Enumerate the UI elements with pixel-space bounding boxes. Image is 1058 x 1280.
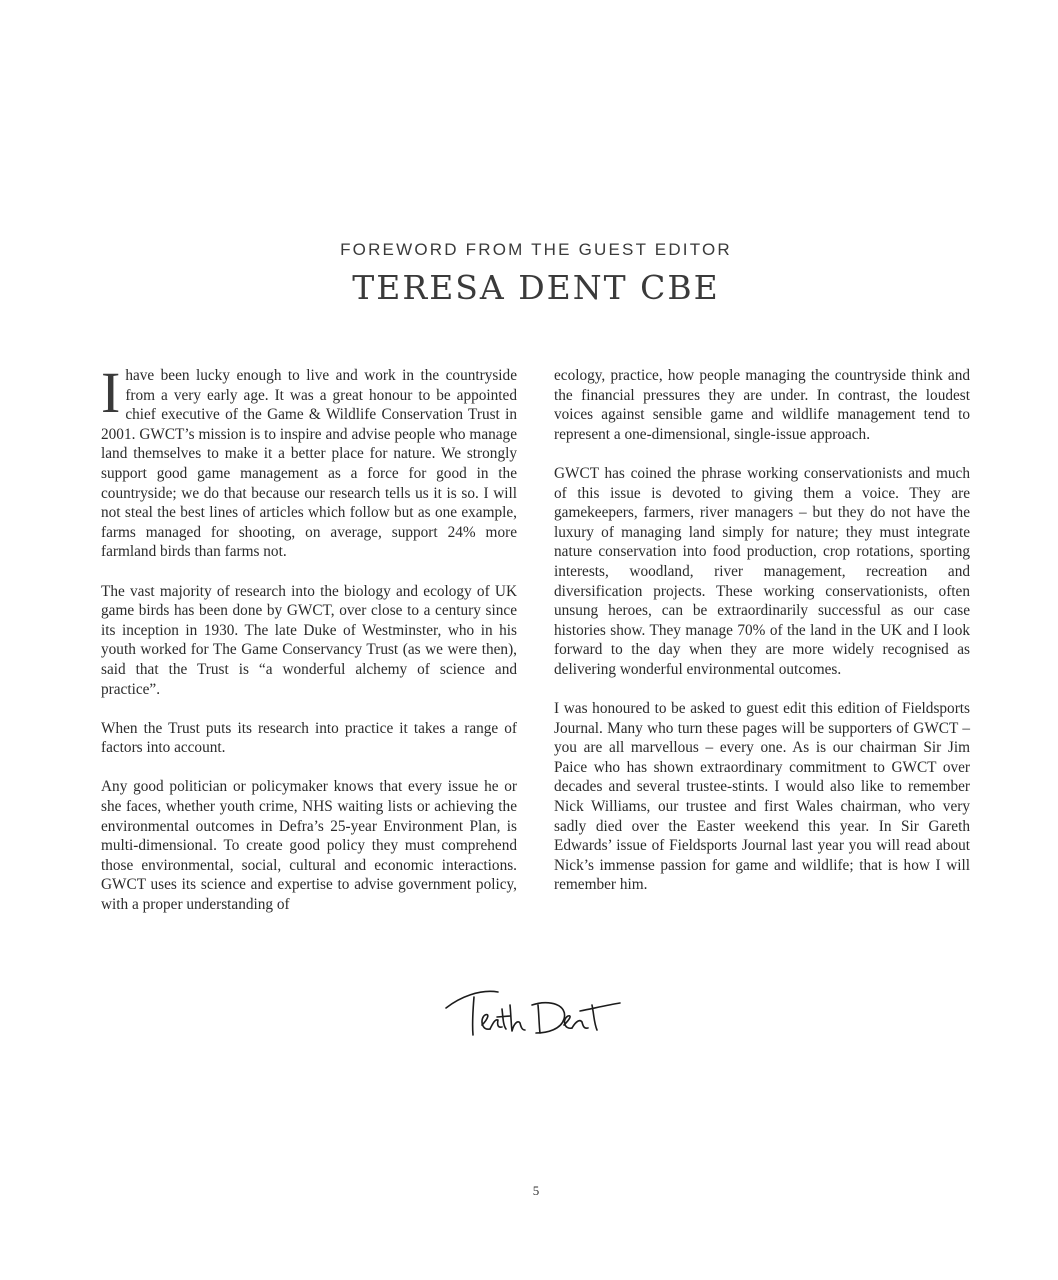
paragraph: I was honoured to be asked to guest edit this edition of Fieldsports Journal. Many who turn these pages will be supporters of GWCT – you are all marvellous – every one. As is our chairman Sir Jim Paice who has shown extraordinary commitment to GWCT over decades and several trustee-stints. I would also like to remember Nick Williams, our trustee and first Wales chairman, who very sadly died over the Easter weekend this year. In Sir Gareth Edwards’ issue of Fieldsports Journal last year you will read about Nick’s immense passion for game and wildlife; that is how I will remember him. xyxy=(554,700,970,894)
paragraph xyxy=(101,360,517,562)
paragraph: When the Trust puts its research into practice it takes a range of factors into account. xyxy=(101,719,517,757)
paragraph-text: have been lucky enough to live and work in the countryside from a very early age. It was a great honour to be appointed chief executive of the Game & Wildlife Conservation Trust in 2001. GWCT’s mission is to inspire and advise people who manage land themselves to make it a better place for nature. We strongly support good game management as a force for good in the countryside; we do that because our research tells us it is so. I will not steal the best lines of articles which follow but as one example, farms managed for shooting, on average, support 24% more farmland birds than farms not. xyxy=(101,367,517,561)
article-column-right xyxy=(554,366,970,915)
page-number: 5 xyxy=(532,1183,540,1198)
paragraph: Any good politician or policymaker knows that every issue he or she faces, whether youth crime, NHS waiting lists or achieving the environmental outcomes in Defra’s 25-year Environment Plan, is multi-dimensional. To create good policy they must comprehend those environmental, social, cultural and economic interactions. GWCT uses its science and expertise to advise government policy, with a proper understanding of xyxy=(101,778,517,914)
drop-cap: I xyxy=(101,360,121,425)
guest-editor-name: TERESA DENT CBE xyxy=(352,268,720,307)
paragraph: ecology, practice, how people managing the countryside think and the financial pressures they are under. In contrast, the loudest voices against sensible game and wildlife management tend to represent a one-dimensional, single-issue approach. xyxy=(554,367,970,443)
article-column-left xyxy=(101,360,517,934)
paragraph: GWCT has coined the phrase working conservationists and much of this issue is devoted to giving them a voice. They are gamekeepers, farmers, river managers – but they do not have the luxury of managing land simply for nature; they must integrate nature conservation into food production, crop rotations, sporting interests, woodland, river management, recreation and diversification projects. These working conservationists, often unsung heroes, can be extraordinarily successful as our case histories show. They manage 70% of the land in the UK and I look forward to the day when they are more widely recognised as delivering wonderful environmental outcomes. xyxy=(554,464,970,678)
signature xyxy=(440,975,625,1047)
foreword-kicker: FOREWORD FROM THE GUEST EDITOR xyxy=(340,240,732,259)
paragraph: The vast majority of research into the biology and ecology of UK game birds has been done by GWCT, over close to a century since its inception in 1930. The late Duke of Westminster, who in his youth worked for The Game Conservancy Trust (as we were then), said that the Trust is “a wonderful alchemy of science and practice”. xyxy=(101,582,517,698)
